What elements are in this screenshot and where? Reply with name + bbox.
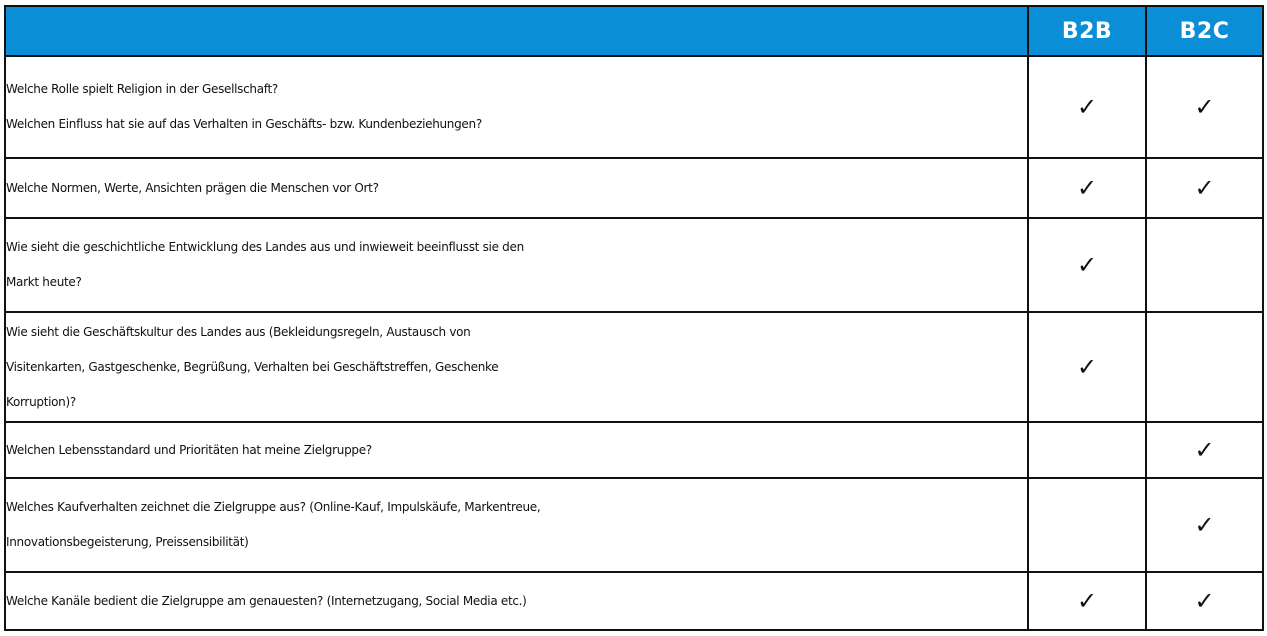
question-text: Welchen Einfluss hat sie auf das Verhalten in Geschäfts- bzw. Kundenbeziehungen? <box>6 117 482 131</box>
table-row <box>5 312 1263 422</box>
check-icon: ✓ <box>1076 587 1098 615</box>
b2b-cell <box>1028 158 1146 218</box>
check-icon: ✓ <box>1194 174 1215 202</box>
table-row <box>5 422 1263 478</box>
b2b-cell <box>1028 218 1146 312</box>
b2c-cell <box>1146 422 1263 478</box>
b2b-cell <box>1028 478 1146 572</box>
table-row <box>5 56 1263 158</box>
b2c-cell <box>1146 56 1263 158</box>
question-cell <box>5 572 1028 630</box>
question-cell <box>5 312 1028 422</box>
b2c-cell <box>1146 572 1263 630</box>
question-text: Welche Rolle spielt Religion in der Gesellschaft? <box>6 82 278 96</box>
question-cell <box>5 478 1028 572</box>
check-icon: ✓ <box>1194 587 1215 615</box>
question-text: Wie sieht die Geschäftskultur des Landes aus (Bekleidungsregeln, Austausch von <box>6 324 471 339</box>
question-text: Welchen Lebensstandard und Prioritäten hat meine Zielgruppe? <box>6 442 372 457</box>
b2b-cell <box>1028 56 1146 158</box>
b2c-cell <box>1146 312 1263 422</box>
question-cell <box>5 422 1028 478</box>
question-cell <box>5 56 1028 158</box>
header-b2b: B2B <box>1028 6 1146 56</box>
table-row <box>5 218 1263 312</box>
check-icon: ✓ <box>1194 93 1215 121</box>
question-text: Welche Kanäle bedient die Zielgruppe am genauesten? (Internetzugang, Social Media etc.) <box>6 593 527 608</box>
b2c-cell <box>1146 478 1263 572</box>
header-b2c: B2C <box>1146 6 1263 56</box>
question-cell <box>5 218 1028 312</box>
question-text: Welches Kaufverhalten zeichnet die Zielgruppe aus? (Online-Kauf, Impulskäufe, Markentreue, <box>6 500 541 514</box>
question-text: Korruption)? <box>6 394 76 409</box>
check-icon: ✓ <box>1076 93 1098 121</box>
question-text: Welche Normen, Werte, Ansichten prägen die Menschen vor Ort? <box>6 180 379 195</box>
b2b-cell <box>1028 572 1146 630</box>
table-header-row <box>5 6 1263 56</box>
question-text: Wie sieht die geschichtliche Entwicklung des Landes aus und inwieweit beeinflusst sie den <box>6 240 524 254</box>
question-text: Innovationsbegeisterung, Preissensibilität) <box>6 535 249 549</box>
table-row <box>5 572 1263 630</box>
table-row <box>5 478 1263 572</box>
criteria-table <box>4 5 1264 631</box>
b2c-cell <box>1146 218 1263 312</box>
check-icon: ✓ <box>1194 511 1215 539</box>
question-text: Markt heute? <box>6 275 82 289</box>
b2b-cell <box>1028 312 1146 422</box>
table-row <box>5 158 1263 218</box>
header-question-cell <box>5 6 1028 56</box>
question-cell <box>5 158 1028 218</box>
check-icon: ✓ <box>1194 436 1215 464</box>
check-icon: ✓ <box>1076 251 1098 279</box>
b2c-cell <box>1146 158 1263 218</box>
question-text: Visitenkarten, Gastgeschenke, Begrüßung, Verhalten bei Geschäftstreffen, Geschenke <box>6 359 499 374</box>
b2b-cell <box>1028 422 1146 478</box>
check-icon: ✓ <box>1076 353 1098 381</box>
check-icon: ✓ <box>1076 174 1098 202</box>
